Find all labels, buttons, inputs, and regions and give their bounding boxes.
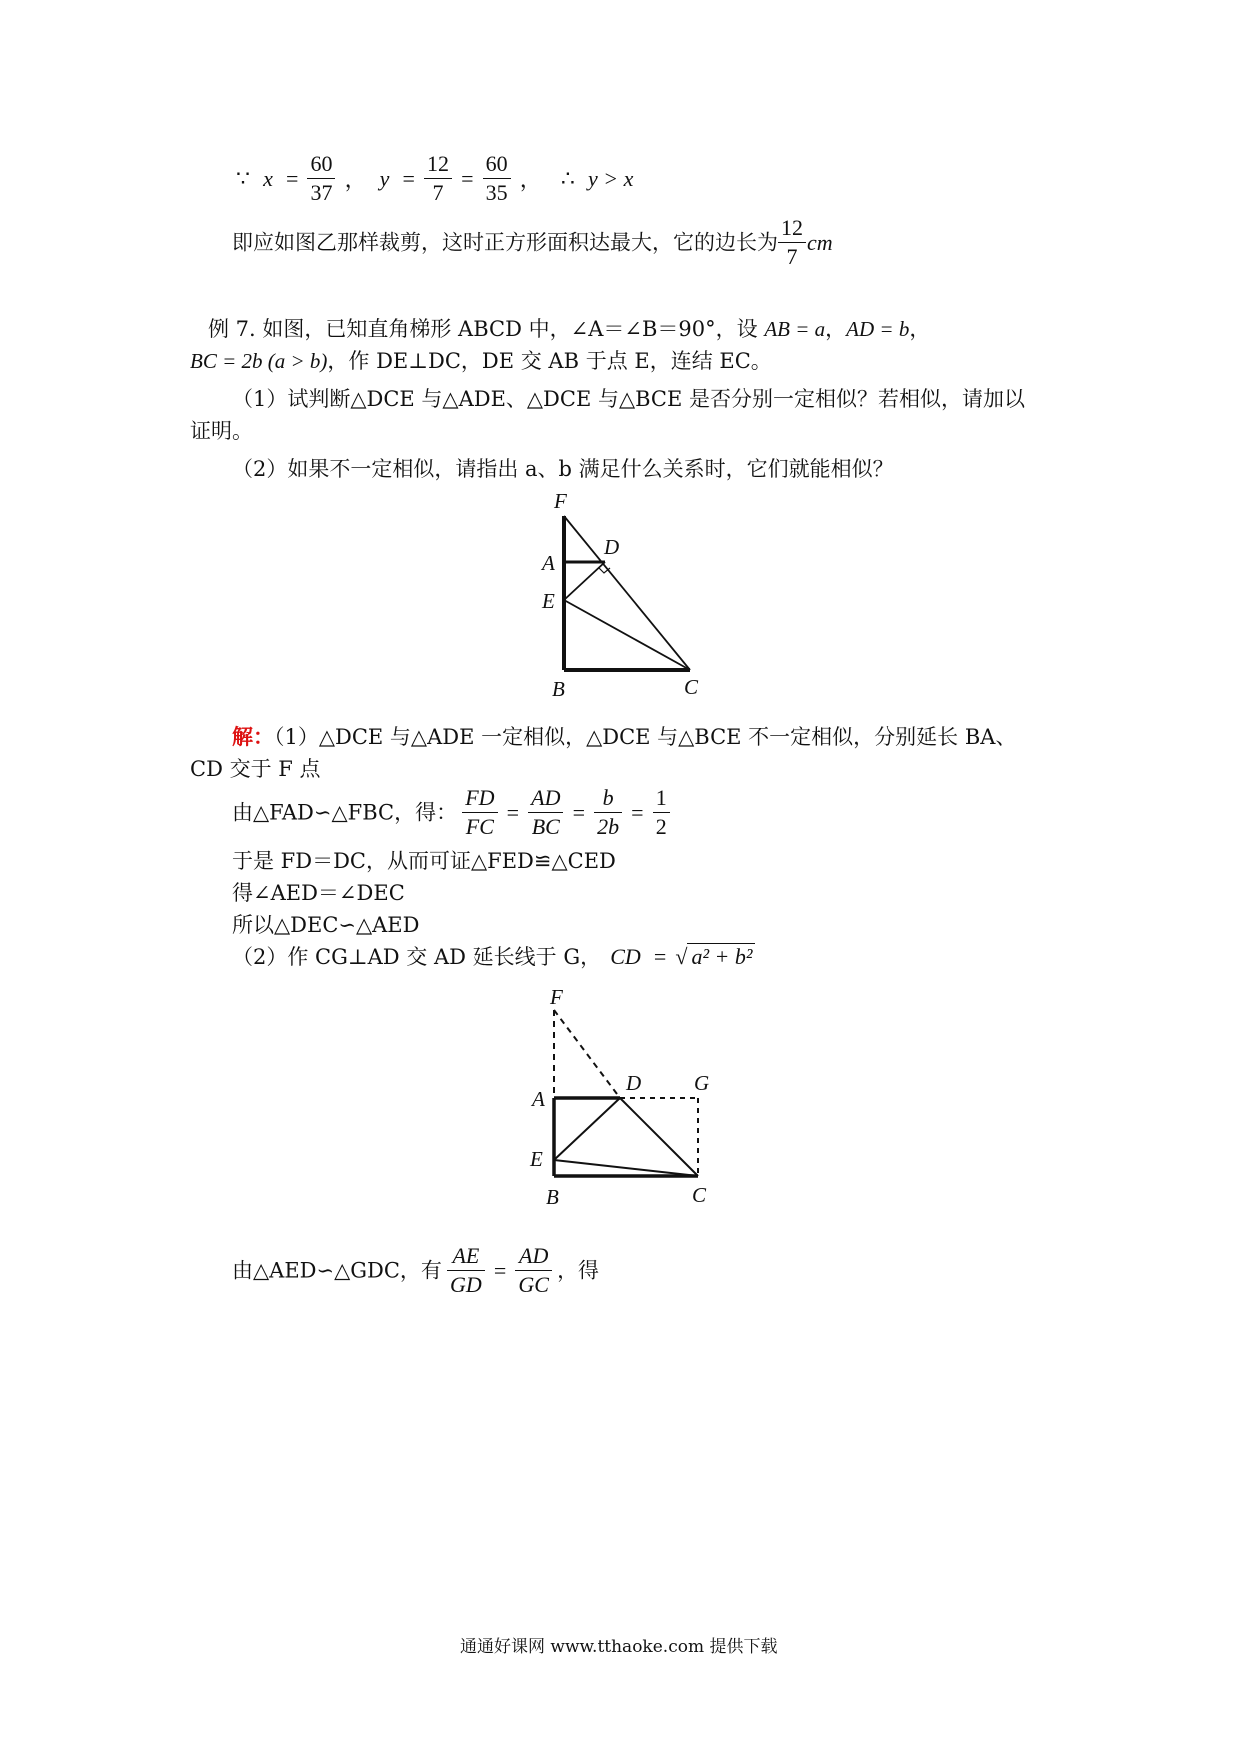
label-e: E bbox=[542, 589, 555, 613]
line-fc bbox=[564, 516, 690, 670]
label-c: C bbox=[684, 675, 699, 699]
equals-sign: = bbox=[461, 165, 474, 191]
question-2: （2）如果不一定相似，请指出 a、b 满足什么关系时，它们就能相似？ bbox=[232, 457, 894, 481]
solution-text-1: （1）△DCE 与△ADE 一定相似，△DCE 与△BCE 不一定相似，分别延长 BA、 bbox=[274, 725, 1017, 749]
comma: ， bbox=[519, 167, 542, 192]
sqrt-expression: √ a² + b² bbox=[675, 944, 753, 969]
fraction-1-2: $\frac{1}{2}$ bbox=[653, 786, 670, 839]
line-ed bbox=[554, 1098, 620, 1160]
equals-sign: = bbox=[285, 165, 299, 191]
line-ec bbox=[554, 1160, 698, 1176]
conclusion-text: 即应如图乙那样裁剪，这时正方形面积达最大，它的边长为 bbox=[232, 230, 778, 255]
line-dc bbox=[620, 1098, 698, 1176]
example-line-2 bbox=[190, 346, 772, 376]
equals-sign: = bbox=[572, 799, 585, 825]
final-prefix: 由△AED∽△GDC，有 bbox=[232, 1258, 442, 1283]
solution-line-1 bbox=[232, 722, 1016, 752]
separator: ， bbox=[909, 317, 931, 341]
because-symbol: ∵ bbox=[236, 165, 250, 191]
figure-1-trapezoid bbox=[540, 488, 720, 700]
part-2-line bbox=[232, 942, 755, 972]
question-1-line-2: 证明。 bbox=[190, 419, 253, 443]
label-a: A bbox=[542, 551, 555, 575]
var-y: y bbox=[379, 165, 390, 191]
similarity-equation bbox=[232, 786, 670, 839]
dashed-fd bbox=[554, 1010, 620, 1098]
equals-sign: = bbox=[402, 165, 415, 191]
fraction-fd-fc: $\frac{FD}{FC}$ bbox=[462, 786, 497, 839]
fraction-ad-bc: $\frac{AD}{BC}$ bbox=[528, 786, 563, 839]
fraction-12-7-cm: $\frac{12}{7}$ bbox=[778, 216, 806, 269]
figure-2-rectangle bbox=[522, 986, 722, 1210]
example-intro: 例 7. 如图，已知直角梯形 ABCD 中，∠A＝∠B＝90°，设 bbox=[208, 317, 765, 341]
equals-sign: = bbox=[653, 944, 667, 969]
fraction-b-2b: $\frac{b}{2b}$ bbox=[594, 786, 622, 839]
bc-equals-2b: BC = 2b (a > b) bbox=[190, 349, 328, 373]
comma: ， bbox=[344, 167, 367, 192]
var-x: x bbox=[263, 165, 273, 191]
label-e: E bbox=[530, 1147, 543, 1171]
label-g: G bbox=[694, 1071, 710, 1095]
page-footer: 通通好课网 www.tthaoke.com 提供下载 bbox=[460, 1637, 778, 1657]
equals-sign: = bbox=[506, 799, 520, 825]
solution-label: 解： bbox=[232, 724, 274, 749]
fraction-60-35: $\frac{60}{35}$ bbox=[483, 152, 511, 205]
ad-equals-b: AD = b bbox=[846, 317, 910, 341]
solution-step-1: 于是 FD＝DC，从而可证△FED≌△CED bbox=[232, 849, 616, 873]
example-line-1 bbox=[208, 314, 930, 344]
equation-line-1 bbox=[232, 152, 637, 205]
separator: ， bbox=[825, 317, 847, 341]
solution-line-2: CD 交于 F 点 bbox=[190, 757, 321, 781]
similarity-prefix: 由△FAD∽△FBC，得： bbox=[232, 800, 458, 825]
ab-equals-a: AB = a bbox=[764, 317, 826, 341]
fraction-ae-gd: $\frac{AE}{GD}$ bbox=[447, 1244, 485, 1297]
line-ed bbox=[564, 562, 605, 600]
radicand: a² + b² bbox=[687, 943, 754, 969]
solution-step-3: 所以△DEC∽△AED bbox=[232, 913, 420, 937]
part-2-text: （2）作 CG⊥AD 交 AD 延长线于 G， bbox=[232, 945, 602, 969]
question-1-line-1: （1）试判断△DCE 与△ADE、△DCE 与△BCE 是否分别一定相似？若相似，请加以 bbox=[232, 387, 1026, 411]
label-c: C bbox=[692, 1183, 707, 1207]
solution-step-2: 得∠AED＝∠DEC bbox=[232, 881, 405, 905]
equals-sign: = bbox=[631, 799, 644, 825]
label-f: F bbox=[554, 489, 567, 513]
final-suffix: ，得 bbox=[557, 1258, 600, 1283]
label-b: B bbox=[546, 1185, 559, 1209]
line-ec bbox=[564, 600, 690, 670]
fraction-12-7: $\frac{12}{7}$ bbox=[424, 152, 452, 205]
fraction-ad-gc: $\frac{AD}{GC}$ bbox=[515, 1244, 552, 1297]
example-construction: ，作 DE⊥DC，DE 交 AB 于点 E，连结 EC。 bbox=[327, 349, 772, 373]
therefore-symbol: ∴ bbox=[560, 165, 575, 191]
var-cd: CD bbox=[610, 944, 641, 969]
unit-cm: cm bbox=[807, 229, 833, 255]
label-b: B bbox=[552, 677, 565, 700]
final-line bbox=[232, 1244, 599, 1297]
label-d: D bbox=[626, 1071, 642, 1095]
label-a: A bbox=[532, 1087, 545, 1111]
fraction-60-37: $\frac{60}{37}$ bbox=[307, 152, 335, 205]
inequality: y > x bbox=[587, 165, 634, 191]
label-f: F bbox=[550, 986, 563, 1009]
equals-sign: = bbox=[493, 1257, 507, 1283]
conclusion-line bbox=[232, 216, 837, 269]
label-d: D bbox=[604, 535, 620, 559]
